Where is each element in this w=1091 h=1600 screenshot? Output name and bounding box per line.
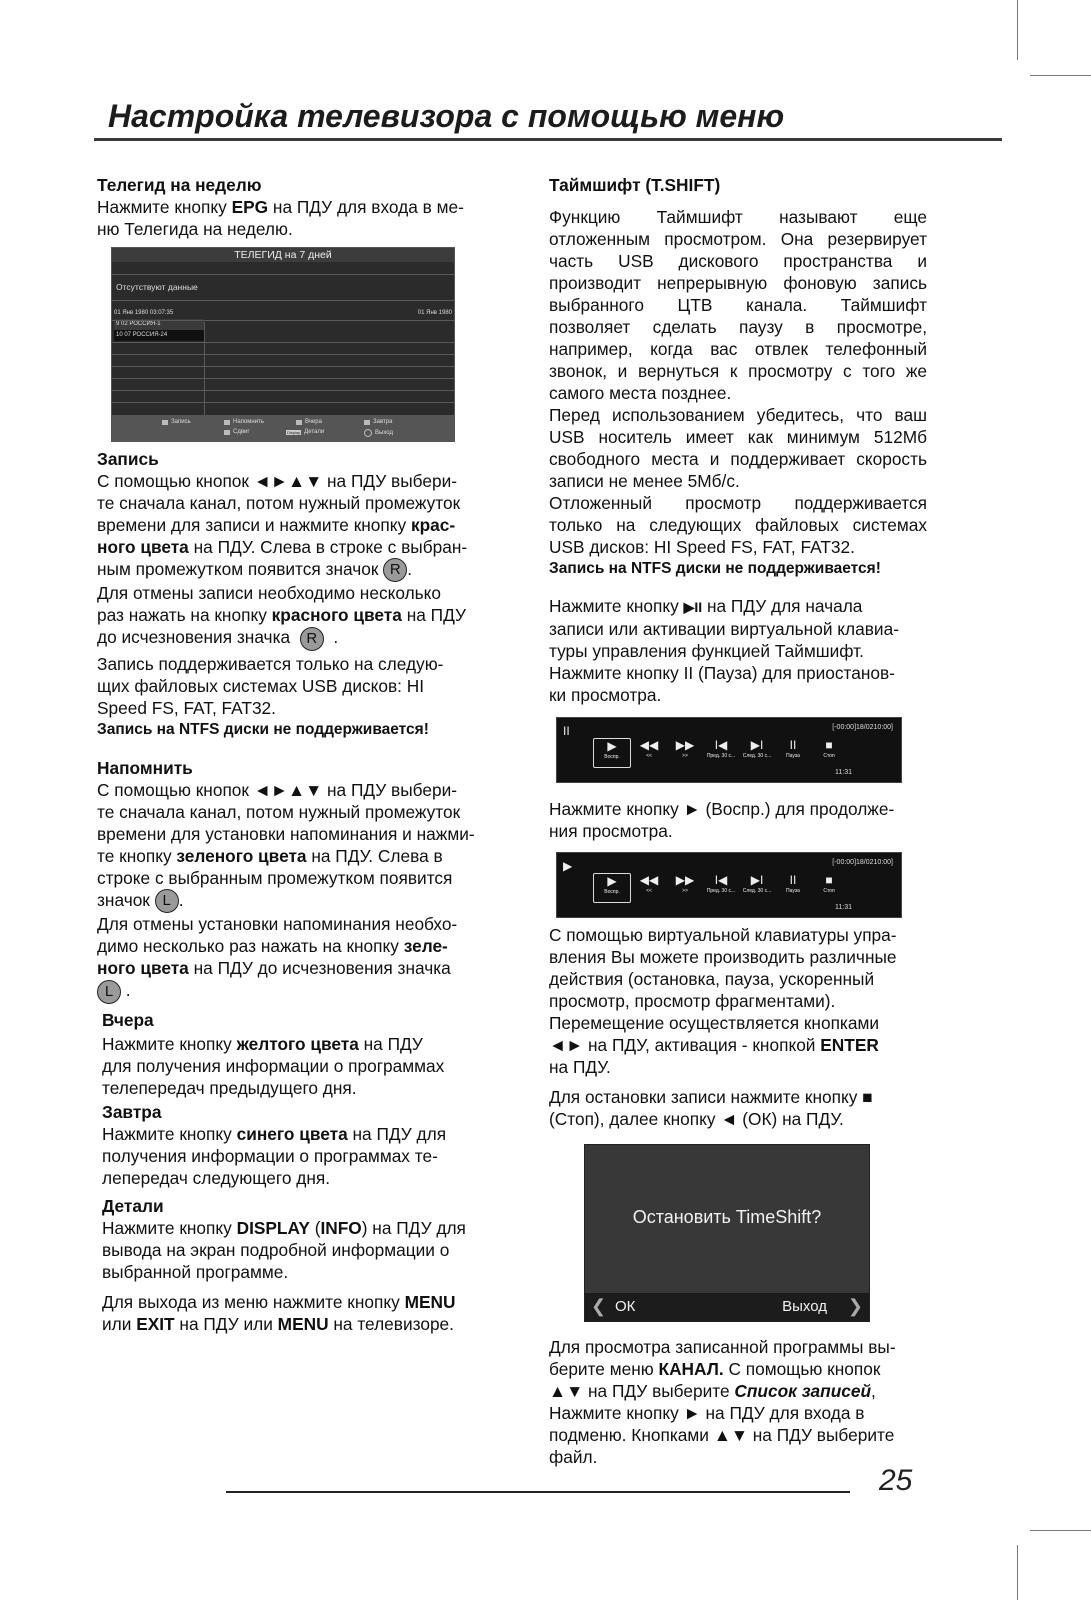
record-section: Запись С помощью кнопок ◄►▲▼ на ПДУ выбери- те сначала канал, потом нужный промежуток времени для записи и нажмите кнопку крас- ного цвета на ПДУ. Слева в строке с выбран- ным промежутком появится значок R . Для отмены записи необходимо несколько раз нажать на кнопку красного цвета на ПДУ до исчезновения значка R . Запись поддерживается только на следую- щих файловых системах USB дисков: HI Speed FS, FAT, FAT32. Запись на NTFS диски не поддерживается! [97,448,497,741]
record-r-icon: R [300,627,324,651]
control-label: Пауза [786,888,800,894]
control-label: Стоп [823,753,835,759]
epg-channel-row: 10 07 РОССИЯ-24 [114,330,204,341]
tomorrow-heading: Завтра [102,1102,162,1122]
play-state-icon: ▶ [563,859,573,873]
exit-button[interactable]: Выход [782,1298,827,1315]
epg-date-left: 01 Янв 1980 03:07:35 [114,310,174,316]
control-label: << [646,753,652,759]
remind-section: Напомнить С помощью кнопок ◄►▲▼ на ПДУ выбери- те сначала канал, потом нужный промежуток времени для установки напоминания и нажми- те кнопку зеленого цвета на ПДУ. Слева в строке с выбранным промежутком появится значок L . Для отмены установки напоминания необхо- димо несколько раз нажать на кнопку зеле- ного цвета на ПДУ до исчезновения значка L . [97,757,502,1004]
control-glyph-icon: ◀◀ [639,738,659,752]
timeshift-control-button[interactable] [775,738,811,766]
epg-heading: Телегид на неделю [97,175,262,195]
crop-mark-bottom-vertical [1017,1545,1018,1600]
control-glyph-icon: I◀ [714,873,728,887]
control-glyph-icon: II [789,738,797,752]
yellow-key-icon [296,420,302,425]
yesterday-section: Вчера Нажмите кнопку желтого цвета на ПДУ для получения информации о программах телепередач предыдущего дня. [102,1009,502,1099]
timeshift-control-button[interactable] [739,873,775,901]
resume-text: Нажмите кнопку ► (Воспр.) для продолже- ния просмотра. [549,799,895,841]
timeshift-bar-paused [556,717,902,783]
record-heading: Запись [97,449,159,469]
dialog-button-bar [585,1293,869,1321]
control-glyph-icon: ▶▶ [675,738,695,752]
virtual-keyboard-text: С помощью виртуальной клавиатуры упра- вления Вы можете производить различные действия (остановка, пауза, ускоренный просмотр, просмотр фрагментами). Перемещение осуществляется кнопками ◄► на ПДУ, активация - кнопкой ENTER на ПДУ. Для остановки записи нажмите кнопку ■ (Стоп), далее кнопку ◄ (ОК) на ПДУ. [549,925,897,1129]
crop-mark-top-horizontal [1030,75,1091,76]
red-key-icon [162,420,168,425]
page-number: 25 [879,1464,913,1497]
timeshift-control-button[interactable] [811,873,847,901]
control-glyph-icon: II [789,873,797,887]
timeshift-time: [-00:00]18/0210:00] [832,859,893,866]
blue-key-icon [364,420,370,425]
timeshift-control-button[interactable] [811,738,847,766]
recordings-text: Для просмотра записанной программы вы- берите меню КАНАЛ. С помощью кнопок ▲▼ на ПДУ выберите Список записей, Нажмите кнопку ► на ПДУ для входа в подменю. Кнопками ▲▼ на ПДУ выберите файл. [549,1337,896,1467]
title-rule [94,138,1002,141]
timeshift-control-button[interactable] [631,873,667,901]
remind-l-icon: L [155,889,179,913]
epg-footer: Запись Напомнить Вчера Завтра Сдвиг Display Детали Выход [112,415,454,441]
epg-channel-row: 9 02 РОССИЯ-1 [114,319,204,330]
control-glyph-icon: ▶I [750,738,764,752]
stop-timeshift-dialog [584,1144,870,1322]
control-glyph-icon: ▶▶ [675,873,695,887]
timeshift-control-button[interactable] [703,873,739,901]
record-ntfs-warning: Запись на NTFS диски не поддерживается! [97,720,429,738]
control-glyph-icon: ▶ [607,874,617,888]
timeshift-control-button[interactable] [667,873,703,901]
control-label: Пред. 30 с... [706,888,736,894]
tomorrow-section: Завтра Нажмите кнопку синего цвета на ПДУ для получения информации о программах те- лепередач следующего дня. [102,1101,502,1189]
timeshift-control-button[interactable] [775,873,811,901]
timeshift-control-button[interactable] [593,738,631,768]
control-glyph-icon: ■ [825,738,833,752]
exit-key-icon [364,429,372,437]
control-label: << [646,888,652,894]
timeshift-clock: 11:31 [835,904,852,911]
timeshift-heading: Таймшифт (T.SHIFT) [549,175,721,195]
play-pause-icon: ▶II [683,599,703,615]
arrow-left-icon: ❮ [591,1296,607,1316]
page-title: Настройка телевизора с помощью меню [108,98,785,134]
timeshift-clock: 11:31 [835,769,852,776]
epg-section [97,174,497,240]
exit-section: Для выхода из меню нажмите кнопку MENU или EXIT на ПДУ или MENU на телевизоре. [102,1292,456,1334]
control-glyph-icon: ▶ [607,739,617,753]
control-glyph-icon: ▶I [750,873,764,887]
timeshift-bar-playing [556,852,902,918]
timeshift-control-button[interactable] [739,738,775,766]
shift-key-icon [224,430,230,435]
crop-mark-top-vertical [1017,0,1018,60]
control-label: >> [682,888,688,894]
control-label: След. 30 с... [742,888,772,894]
timeshift-time: [-00:00]18/0210:00] [832,724,893,731]
footer-rule [226,1491,850,1493]
control-label: Пред. 30 с... [706,753,736,759]
control-glyph-icon: I◀ [714,738,728,752]
epg-nodata: Отсутствуют данные [116,282,198,292]
details-heading: Детали [102,1196,164,1216]
epg-date-right: 01 Янв 1980 [417,310,452,316]
remind-heading: Напомнить [97,758,193,778]
timeshift-section: Таймшифт (T.SHIFT) Функцию Таймшифт называют еще отложенным просмотром. Она резервирует часть USB дискового пространства и производит непрерывную фоновую запись выбранного ЦТВ канала. Таймшифт позволяет сделать паузу в просмотре, например, когда вас отвлек телефонный звонок, и вернуться к просмотру с того же самого места позднее. Перед использованием убедитесь, что ваш USB носитель имеет как минимум 512Мб свободного места и поддерживает скорость записи не менее 5Мб/с. Отложенный просмотр поддерживается только на следующих файловых системах USB дисков: HI Speed FS, FAT, FAT32. Запись на NTFS диски не поддерживается! [549,174,927,580]
timeshift-ntfs-warning: Запись на NTFS диски не поддерживается! [549,560,881,577]
epg-screen-title: ТЕЛЕГИД на 7 дней [112,248,454,262]
control-glyph-icon: ■ [825,873,833,887]
epg-screenshot [111,247,455,442]
control-label: Стоп [823,888,835,894]
details-section: Детали Нажмите кнопку DISPLAY (INFO) на ПДУ для вывода на экран подробной информации о выбранной программе. [102,1195,502,1283]
timeshift-control-button[interactable] [593,873,631,903]
crop-mark-bottom-horizontal [1030,1530,1091,1531]
green-key-icon [224,420,230,425]
timeshift-control-button[interactable] [667,738,703,766]
ok-button[interactable]: ОК [615,1298,636,1315]
timeshift-control-button[interactable] [631,738,667,766]
dialog-message: Остановить TimeShift? [632,1207,822,1227]
control-label: Пауза [786,753,800,759]
arrow-right-icon: ❯ [847,1296,863,1316]
epg-text: Нажмите кнопку EPG на ПДУ для входа в ме- ню Телегида на неделю. [97,197,464,239]
pause-state-icon: II [563,724,570,738]
timeshift-control-button[interactable] [703,738,739,766]
timeshift-start-text: Нажмите кнопку ▶II на ПДУ для начала записи или активации виртуальной клавиа- туры управления функцией Таймшифт. Нажмите кнопку II (Пауза) для приостанов- ки просмотра. [549,596,899,705]
remind-l-icon: L [97,980,121,1004]
control-label: След. 30 с... [742,753,772,759]
record-r-icon: R [383,558,407,582]
control-label: Воспр. [604,754,620,760]
control-glyph-icon: ◀◀ [639,873,659,887]
control-label: Воспр. [604,889,620,895]
yesterday-heading: Вчера [102,1010,154,1030]
display-key-icon: Display [287,429,301,435]
control-label: >> [682,753,688,759]
